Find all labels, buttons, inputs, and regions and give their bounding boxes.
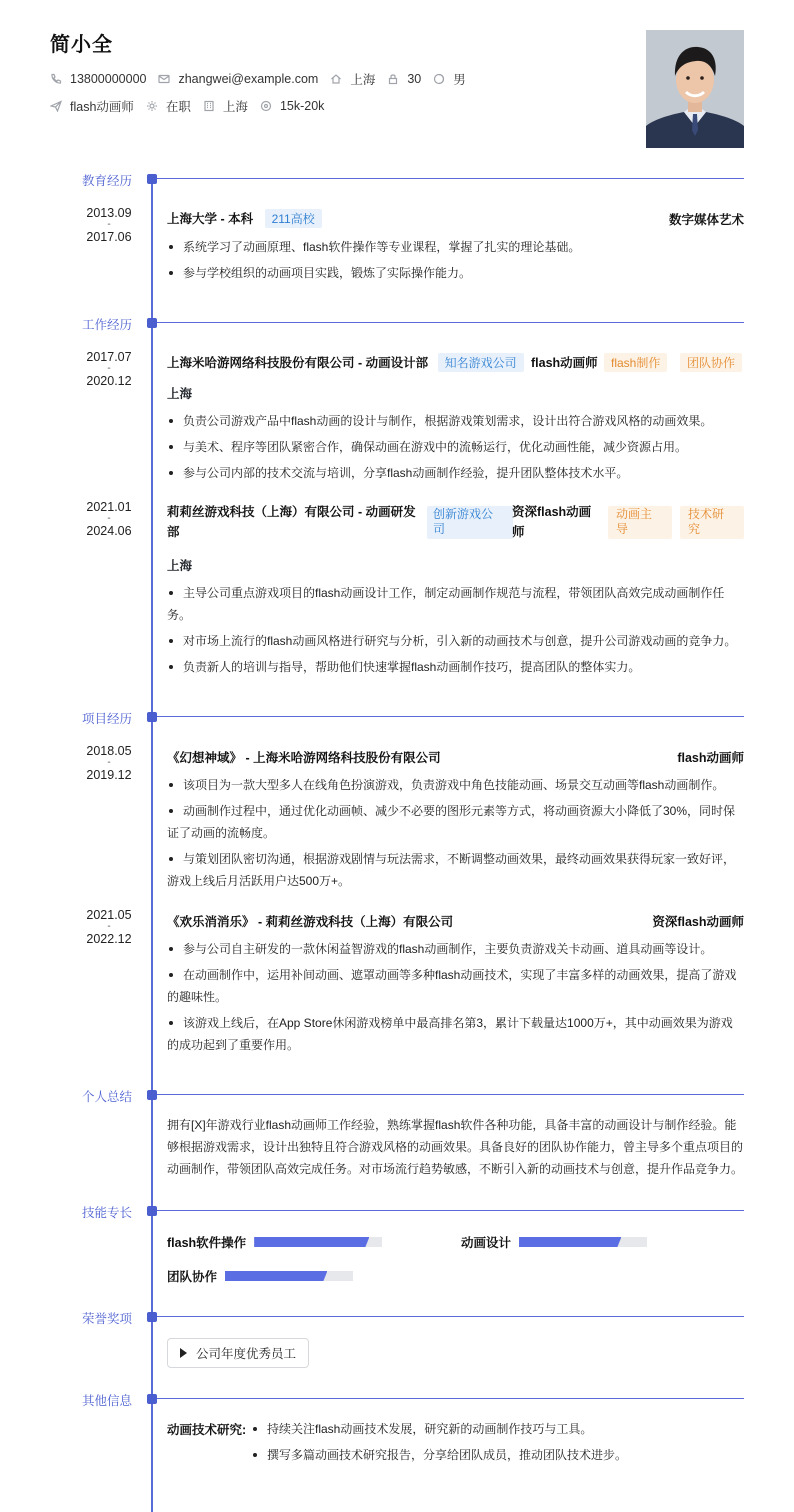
section-divider bbox=[157, 178, 744, 179]
work-city: 上海 bbox=[167, 387, 193, 401]
award-text: 公司年度优秀员工 bbox=[196, 1347, 297, 1361]
salary-item bbox=[260, 99, 324, 113]
list-item: 动画制作过程中，通过优化动画帧、减少不必要的图形元素等方式，将动画资源大小降低了30%，同时保证了动画的流畅度。 bbox=[167, 800, 744, 844]
work-city: 上海 bbox=[167, 559, 193, 573]
company-tag: 知名游戏公司 bbox=[438, 353, 524, 372]
send-icon bbox=[50, 100, 62, 112]
project-role: flash动画师 bbox=[677, 751, 744, 765]
school-name: 上海大学 - 本科 bbox=[167, 212, 254, 226]
work-company: 莉莉丝游戏科技（上海）有限公司 - 动画研发 部 bbox=[167, 505, 416, 539]
role-tag: 动画主 导 bbox=[608, 506, 672, 539]
school-tag: 211高校 bbox=[265, 209, 322, 228]
section-title-education: 教育经历 bbox=[82, 174, 133, 188]
skill-item bbox=[167, 1233, 382, 1251]
section-divider bbox=[157, 1316, 744, 1317]
gender-item bbox=[433, 70, 466, 88]
skill-bar bbox=[225, 1271, 353, 1281]
building-icon bbox=[203, 100, 215, 112]
work-role: flash动画师 bbox=[531, 356, 598, 370]
role-tag: 团队协作 bbox=[680, 353, 742, 372]
project-date: 2021.05 - 2022.12 bbox=[86, 908, 132, 946]
gender-text: 男 bbox=[453, 73, 466, 87]
list-item: 对市场上流行的flash动画风格进行研究与分析，引入新的动画技术与创意，提升公司游戏动画的竞争力。 bbox=[167, 630, 744, 652]
project-title: 《欢乐消消乐》 - 莉莉丝游戏科技（上海）有限公司 bbox=[167, 915, 454, 929]
skill-name: 团队协作 bbox=[167, 1270, 218, 1284]
skill-bar bbox=[519, 1237, 647, 1247]
list-item: 系统学习了动画原理、flash软件操作等专业课程，掌握了扎实的理论基础。 bbox=[167, 236, 744, 258]
project-bullets bbox=[167, 938, 744, 1060]
other-bullets bbox=[251, 1418, 744, 1470]
skill-bar-fill bbox=[225, 1271, 327, 1281]
work-date: 2017.07 - 2020.12 bbox=[86, 350, 132, 388]
section-title-work: 工作经历 bbox=[82, 318, 133, 332]
list-item: 该游戏上线后，在App Store休闲游戏榜单中最高排名第3，累计下载量达1000万+，其中动画效果为游戏的成功起到了重要作用。 bbox=[167, 1012, 744, 1056]
skill-bar-fill bbox=[254, 1237, 369, 1247]
job-item bbox=[50, 97, 134, 115]
phone-icon bbox=[50, 73, 62, 85]
list-item: 主导公司重点游戏项目的flash动画设计工作，制定动画制作规范与流程，带领团队高效完成动画制作任务。 bbox=[167, 582, 744, 626]
list-item: 在动画制作中，运用补间动画、遮罩动画等多种flash动画技术，实现了丰富多样的动画效果，提高了游戏的趣味性。 bbox=[167, 964, 744, 1008]
skill-bar-fill bbox=[519, 1237, 621, 1247]
section-marker bbox=[147, 712, 157, 722]
email-item bbox=[158, 72, 318, 86]
work-role: 资深flash动画 师 bbox=[512, 505, 592, 539]
section-divider bbox=[157, 1094, 744, 1095]
phone-text: 13800000000 bbox=[70, 72, 147, 86]
mail-icon bbox=[158, 73, 170, 85]
city-item bbox=[330, 70, 375, 88]
section-title-project: 项目经历 bbox=[82, 712, 133, 726]
skill-name: flash软件操作 bbox=[167, 1236, 247, 1250]
work-bullets bbox=[167, 410, 744, 488]
contact-row bbox=[50, 70, 478, 88]
summary-text: 拥有[X]年游戏行业flash动画师工作经验，熟练掌握flash软件各种功能，具备丰富的动画设计与制作经验。能够根据游戏需求，设计出独特且符合游戏风格的动画效果。具备良好的团队协作能力，曾主导多个重点项目的动画制作，带领团队高效完成任务。对市场流行趋势敏感，不断引入新的动画技术与创意，提升作品竞争力。 bbox=[167, 1118, 744, 1176]
section-title-skills: 技能专长 bbox=[82, 1206, 133, 1220]
list-item: 持续关注flash动画技术发展，研究新的动画制作技巧与工具。 bbox=[251, 1418, 744, 1440]
avatar bbox=[646, 30, 744, 148]
list-item: 负责新人的培训与指导，帮助他们快速掌握flash动画制作技巧，提高团队的整体实力。 bbox=[167, 656, 744, 678]
status-text: 在职 bbox=[165, 100, 191, 114]
project-title: 《幻想神域》 - 上海米哈游网络科技股份有限公司 bbox=[167, 751, 441, 765]
skill-bar bbox=[254, 1237, 382, 1247]
status-item bbox=[146, 97, 191, 115]
education-bullets bbox=[167, 236, 744, 288]
play-icon bbox=[180, 1348, 187, 1358]
section-divider bbox=[157, 716, 744, 717]
city-text: 上海 bbox=[350, 73, 376, 87]
section-marker bbox=[147, 1312, 157, 1322]
role-tag: 技术研 究 bbox=[680, 506, 744, 539]
list-item: 撰写多篇动画技术研究报告，分享给团队成员，推动团队技术进步。 bbox=[251, 1444, 744, 1466]
section-marker bbox=[147, 1090, 157, 1100]
list-item: 参与学校组织的动画项目实践，锻炼了实际操作能力。 bbox=[167, 262, 744, 284]
section-marker bbox=[147, 318, 157, 328]
list-item: 与美术、程序等团队紧密合作，确保动画在游戏中的流畅运行，优化动画性能，减少资源占用。 bbox=[167, 436, 744, 458]
work-city-text: 上海 bbox=[222, 100, 248, 114]
list-item: 负责公司游戏产品中flash动画的设计与制作，根据游戏策划需求，设计出符合游戏风格的动画效果。 bbox=[167, 410, 744, 432]
skill-item bbox=[461, 1233, 647, 1251]
education-title bbox=[167, 209, 322, 228]
award-item bbox=[167, 1338, 309, 1368]
section-marker bbox=[147, 1206, 157, 1216]
profile-photo bbox=[646, 30, 744, 148]
gender-icon bbox=[433, 73, 445, 85]
project-role: 资深flash动画师 bbox=[652, 915, 744, 929]
work-company: 上海米哈游网络科技股份有限公司 - 动画设计部 知名游戏公司 bbox=[167, 353, 524, 372]
role-tag: flash制作 bbox=[604, 353, 667, 372]
phone-item bbox=[50, 72, 146, 86]
skill-name: 动画设计 bbox=[461, 1236, 512, 1250]
job-text: flash动画师 bbox=[70, 100, 134, 114]
job-row bbox=[50, 97, 336, 115]
age-item bbox=[387, 72, 421, 86]
age-icon bbox=[387, 73, 399, 85]
coin-icon bbox=[260, 100, 272, 112]
project-bullets bbox=[167, 774, 744, 896]
section-divider bbox=[157, 1398, 744, 1399]
list-item: 参与公司自主研发的一款休闲益智游戏的flash动画制作，主要负责游戏关卡动画、道具动画等设计。 bbox=[167, 938, 744, 960]
company-tag: 创新游戏公 司 bbox=[427, 506, 513, 539]
work-date: 2021.01 - 2024.06 bbox=[86, 500, 132, 538]
skill-item bbox=[167, 1267, 353, 1285]
work-bullets bbox=[167, 582, 744, 682]
section-title-awards: 荣誉奖项 bbox=[82, 1312, 133, 1326]
home-icon bbox=[330, 73, 342, 85]
salary-text: 15k-20k bbox=[279, 99, 325, 113]
candidate-name: 简小全 bbox=[50, 34, 113, 56]
gear-icon bbox=[146, 100, 158, 112]
section-divider bbox=[157, 322, 744, 323]
section-title-other: 其他信息 bbox=[82, 1394, 133, 1408]
education-major: 数字媒体艺术 bbox=[668, 213, 744, 227]
section-marker bbox=[147, 174, 157, 184]
section-title-summary: 个人总结 bbox=[82, 1090, 133, 1104]
other-label: 动画技术研究: bbox=[167, 1423, 247, 1437]
list-item: 与策划团队密切沟通，根据游戏剧情与玩法需求，不断调整动画效果，最终动画效果获得玩家一致好评，游戏上线后月活跃用户达500万+。 bbox=[167, 848, 744, 892]
education-date: 2013.09 - 2017.06 bbox=[86, 206, 132, 244]
email-text: zhangwei@example.com bbox=[178, 72, 319, 86]
age-text: 30 bbox=[407, 72, 422, 86]
section-marker bbox=[147, 1394, 157, 1404]
project-date: 2018.05 - 2019.12 bbox=[86, 744, 132, 782]
work-city-item bbox=[203, 97, 248, 115]
list-item: 参与公司内部的技术交流与培训，分享flash动画制作经验，提升团队整体技术水平。 bbox=[167, 462, 744, 484]
list-item: 该项目为一款大型多人在线角色扮演游戏，负责游戏中角色技能动画、场景交互动画等flash动画制作。 bbox=[167, 774, 744, 796]
section-divider bbox=[157, 1210, 744, 1211]
